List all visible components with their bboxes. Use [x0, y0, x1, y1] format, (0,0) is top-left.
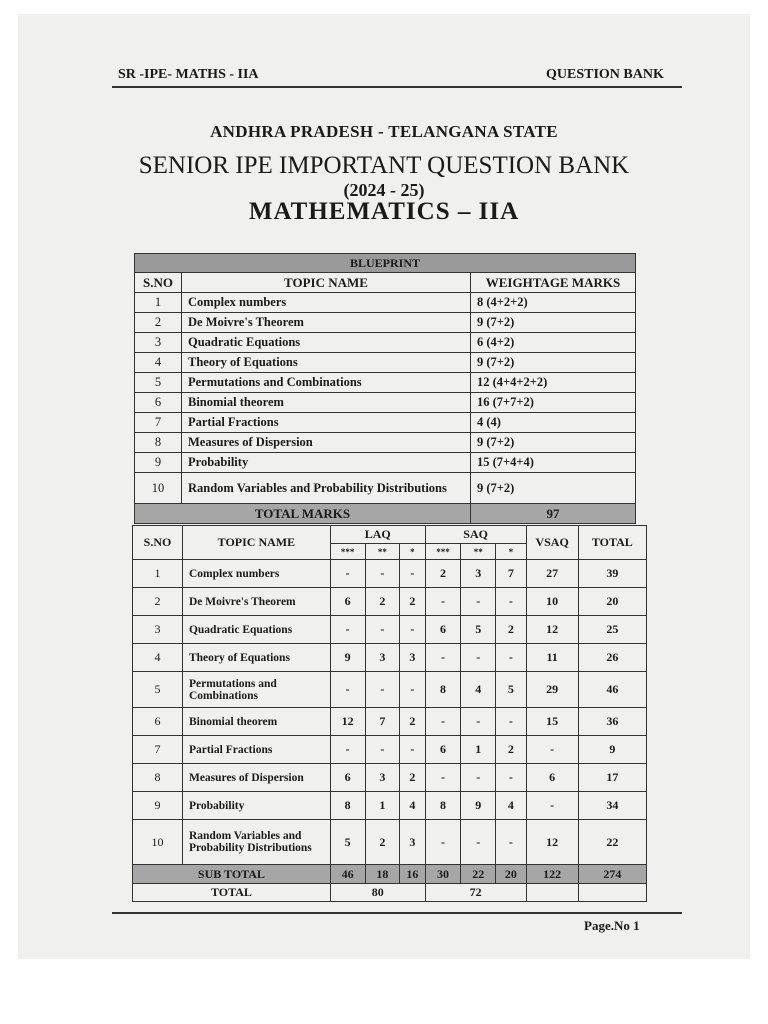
subtotal-laq-2star: 18 — [365, 865, 400, 884]
blueprint-row — [135, 373, 636, 393]
row-topic: Measures of Dispersion — [182, 764, 330, 792]
vsaq-value: 12 — [526, 616, 578, 644]
blueprint-marks: 9 (7+2) — [471, 353, 636, 373]
blueprint-topic: De Moivre's Theorem — [182, 313, 471, 333]
blueprint-total-row — [135, 504, 636, 524]
state-title: ANDHRA PRADESH - TELANGANA STATE — [210, 122, 558, 141]
laq-1star-value: 2 — [400, 708, 425, 736]
row-sno: 1 — [133, 560, 183, 588]
vsaq-value: 12 — [526, 820, 578, 865]
saq-3star-value: 6 — [425, 616, 461, 644]
saq-3star-header: *** — [425, 544, 461, 560]
laq-1star-header: * — [400, 544, 425, 560]
year-title: (2024 - 25) — [343, 180, 425, 200]
laq-3star-value: - — [330, 736, 365, 764]
row-sno: 3 — [133, 616, 183, 644]
saq-1star-value: - — [496, 644, 527, 672]
row-topic: De Moivre's Theorem — [182, 588, 330, 616]
blueprint-sno: 3 — [135, 333, 182, 353]
marks-header-saq: SAQ — [425, 526, 526, 544]
saq-1star-value: 5 — [496, 672, 527, 708]
marks-header-topic: TOPIC NAME — [182, 526, 330, 560]
blueprint-sno: 6 — [135, 393, 182, 413]
blueprint-marks: 6 (4+2) — [471, 333, 636, 353]
blueprint-marks: 8 (4+2+2) — [471, 293, 636, 313]
row-sno: 2 — [133, 588, 183, 616]
blueprint-marks: 15 (7+4+4) — [471, 453, 636, 473]
row-topic: Quadratic Equations — [182, 616, 330, 644]
total-value: 9 — [578, 736, 646, 764]
blueprint-sno: 10 — [135, 473, 182, 504]
blueprint-total-value: 97 — [471, 504, 636, 524]
blueprint-topic: Complex numbers — [182, 293, 471, 313]
laq-1star-value: 4 — [400, 792, 425, 820]
blueprint-row — [135, 413, 636, 433]
vsaq-value: 29 — [526, 672, 578, 708]
saq-2star-value: 3 — [461, 560, 496, 588]
saq-2star-value: 5 — [461, 616, 496, 644]
saq-3star-value: - — [425, 588, 461, 616]
blueprint-row — [135, 453, 636, 473]
laq-3star-value: 5 — [330, 820, 365, 865]
table-row — [133, 764, 647, 792]
vsaq-value: 27 — [526, 560, 578, 588]
saq-1star-value: 2 — [496, 736, 527, 764]
blueprint-header-marks: WEIGHTAGE MARKS — [471, 273, 636, 293]
footer-divider — [112, 912, 682, 914]
total-value: 17 — [578, 764, 646, 792]
saq-2star-value: 1 — [461, 736, 496, 764]
total-vsaq-empty — [526, 884, 578, 902]
row-sno: 7 — [133, 736, 183, 764]
table-row — [133, 708, 647, 736]
row-topic: Permutations and Combinations — [182, 672, 330, 708]
subtotal-vsaq: 122 — [526, 865, 578, 884]
table-row — [133, 644, 647, 672]
blueprint-topic: Random Variables and Probability Distributions — [182, 473, 471, 504]
subtotal-saq-3star: 30 — [425, 865, 461, 884]
blueprint-total-label: TOTAL MARKS — [135, 504, 471, 524]
total-saq: 72 — [425, 884, 526, 902]
laq-3star-value: - — [330, 560, 365, 588]
header-doc-type: QUESTION BANK — [546, 67, 664, 82]
saq-1star-value: 4 — [496, 792, 527, 820]
row-sno: 9 — [133, 792, 183, 820]
subject-title: MATHEMATICS – IIA — [248, 198, 520, 225]
laq-3star-value: 6 — [330, 764, 365, 792]
laq-1star-value: 3 — [400, 644, 425, 672]
table-row — [133, 820, 647, 865]
total-value: 20 — [578, 588, 646, 616]
saq-2star-value: 9 — [461, 792, 496, 820]
blueprint-table — [134, 253, 636, 524]
blueprint-header-sno: S.NO — [135, 273, 182, 293]
row-sno: 5 — [133, 672, 183, 708]
row-sno: 10 — [133, 820, 183, 865]
total-label: TOTAL — [133, 884, 331, 902]
total-laq: 80 — [330, 884, 425, 902]
laq-1star-value: 2 — [400, 764, 425, 792]
saq-2star-value: - — [461, 644, 496, 672]
blueprint-sno: 4 — [135, 353, 182, 373]
laq-1star-value: - — [400, 616, 425, 644]
vsaq-value: 10 — [526, 588, 578, 616]
total-value: 26 — [578, 644, 646, 672]
saq-1star-header: * — [496, 544, 527, 560]
laq-2star-value: 2 — [365, 588, 400, 616]
laq-2star-value: - — [365, 736, 400, 764]
blueprint-row — [135, 353, 636, 373]
laq-2star-value: - — [365, 672, 400, 708]
laq-2star-value: - — [365, 560, 400, 588]
row-topic: Theory of Equations — [182, 644, 330, 672]
blueprint-sno: 9 — [135, 453, 182, 473]
header-divider — [112, 86, 682, 88]
blueprint-topic: Permutations and Combinations — [182, 373, 471, 393]
marks-header-vsaq: VSAQ — [526, 526, 578, 560]
blueprint-row — [135, 313, 636, 333]
saq-3star-value: - — [425, 644, 461, 672]
subtotal-row — [133, 865, 647, 884]
blueprint-topic: Partial Fractions — [182, 413, 471, 433]
vsaq-value: 11 — [526, 644, 578, 672]
subtotal-total: 274 — [578, 865, 646, 884]
bank-title: SENIOR IPE IMPORTANT QUESTION BANK — [138, 152, 630, 179]
marks-distribution-table — [132, 525, 647, 902]
laq-2star-header: ** — [365, 544, 400, 560]
blueprint-marks: 12 (4+4+2+2) — [471, 373, 636, 393]
saq-3star-value: 8 — [425, 672, 461, 708]
saq-2star-value: - — [461, 588, 496, 616]
laq-1star-value: 2 — [400, 588, 425, 616]
blueprint-topic: Quadratic Equations — [182, 333, 471, 353]
saq-1star-value: - — [496, 588, 527, 616]
blueprint-marks: 9 (7+2) — [471, 313, 636, 333]
row-topic: Complex numbers — [182, 560, 330, 588]
laq-3star-value: 9 — [330, 644, 365, 672]
subtotal-label: SUB TOTAL — [133, 865, 331, 884]
saq-3star-value: 2 — [425, 560, 461, 588]
table-row — [133, 792, 647, 820]
total-value: 25 — [578, 616, 646, 644]
page-number: Page.No 1 — [584, 918, 640, 933]
blueprint-sno: 7 — [135, 413, 182, 433]
total-value: 39 — [578, 560, 646, 588]
total-value: 34 — [578, 792, 646, 820]
saq-3star-value: - — [425, 820, 461, 865]
vsaq-value: - — [526, 736, 578, 764]
row-topic: Partial Fractions — [182, 736, 330, 764]
vsaq-value: - — [526, 792, 578, 820]
marks-header-sno: S.NO — [133, 526, 183, 560]
saq-2star-value: - — [461, 708, 496, 736]
table-row — [133, 736, 647, 764]
subtotal-laq-3star: 46 — [330, 865, 365, 884]
table-row — [133, 588, 647, 616]
header-subject: SR -IPE- MATHS - IIA — [118, 67, 259, 82]
blueprint-row — [135, 393, 636, 413]
blueprint-sno: 8 — [135, 433, 182, 453]
blueprint-row — [135, 473, 636, 504]
blueprint-header-topic: TOPIC NAME — [182, 273, 471, 293]
blueprint-topic: Probability — [182, 453, 471, 473]
table-row — [133, 672, 647, 708]
laq-1star-value: 3 — [400, 820, 425, 865]
total-value: 46 — [578, 672, 646, 708]
saq-3star-value: 8 — [425, 792, 461, 820]
subtotal-laq-1star: 16 — [400, 865, 425, 884]
blueprint-sno: 1 — [135, 293, 182, 313]
blueprint-row — [135, 333, 636, 353]
row-sno: 6 — [133, 708, 183, 736]
vsaq-value: 15 — [526, 708, 578, 736]
row-topic: Random Variables and Probability Distributions — [182, 820, 330, 865]
saq-2star-value: - — [461, 820, 496, 865]
blueprint-marks: 4 (4) — [471, 413, 636, 433]
subtotal-saq-1star: 20 — [496, 865, 527, 884]
table-row — [133, 560, 647, 588]
marks-header-total: TOTAL — [578, 526, 646, 560]
total-grand-empty — [578, 884, 646, 902]
laq-1star-value: - — [400, 672, 425, 708]
blueprint-marks: 16 (7+7+2) — [471, 393, 636, 413]
saq-1star-value: 7 — [496, 560, 527, 588]
laq-3star-value: - — [330, 616, 365, 644]
laq-2star-value: 3 — [365, 644, 400, 672]
saq-3star-value: - — [425, 764, 461, 792]
laq-2star-value: 3 — [365, 764, 400, 792]
subtotal-saq-2star: 22 — [461, 865, 496, 884]
blueprint-row — [135, 293, 636, 313]
row-topic: Probability — [182, 792, 330, 820]
table-row — [133, 616, 647, 644]
blueprint-sno: 2 — [135, 313, 182, 333]
total-value: 22 — [578, 820, 646, 865]
saq-1star-value: - — [496, 764, 527, 792]
blueprint-marks: 9 (7+2) — [471, 473, 636, 504]
blueprint-row — [135, 433, 636, 453]
blueprint-topic: Binomial theorem — [182, 393, 471, 413]
laq-3star-header: *** — [330, 544, 365, 560]
blueprint-sno: 5 — [135, 373, 182, 393]
saq-1star-value: - — [496, 820, 527, 865]
saq-2star-header: ** — [461, 544, 496, 560]
blueprint-topic: Theory of Equations — [182, 353, 471, 373]
saq-2star-value: - — [461, 764, 496, 792]
laq-3star-value: 8 — [330, 792, 365, 820]
laq-3star-value: 6 — [330, 588, 365, 616]
laq-2star-value: - — [365, 616, 400, 644]
saq-1star-value: - — [496, 708, 527, 736]
total-value: 36 — [578, 708, 646, 736]
laq-2star-value: 2 — [365, 820, 400, 865]
laq-1star-value: - — [400, 560, 425, 588]
vsaq-value: 6 — [526, 764, 578, 792]
laq-1star-value: - — [400, 736, 425, 764]
blueprint-topic: Measures of Dispersion — [182, 433, 471, 453]
marks-header-laq: LAQ — [330, 526, 425, 544]
blueprint-marks: 9 (7+2) — [471, 433, 636, 453]
laq-2star-value: 7 — [365, 708, 400, 736]
saq-3star-value: 6 — [425, 736, 461, 764]
row-topic: Binomial theorem — [182, 708, 330, 736]
laq-3star-value: 12 — [330, 708, 365, 736]
saq-3star-value: - — [425, 708, 461, 736]
laq-2star-value: 1 — [365, 792, 400, 820]
blueprint-title: BLUEPRINT — [135, 254, 636, 273]
laq-3star-value: - — [330, 672, 365, 708]
row-sno: 8 — [133, 764, 183, 792]
row-sno: 4 — [133, 644, 183, 672]
saq-1star-value: 2 — [496, 616, 527, 644]
saq-2star-value: 4 — [461, 672, 496, 708]
total-row — [133, 884, 647, 902]
